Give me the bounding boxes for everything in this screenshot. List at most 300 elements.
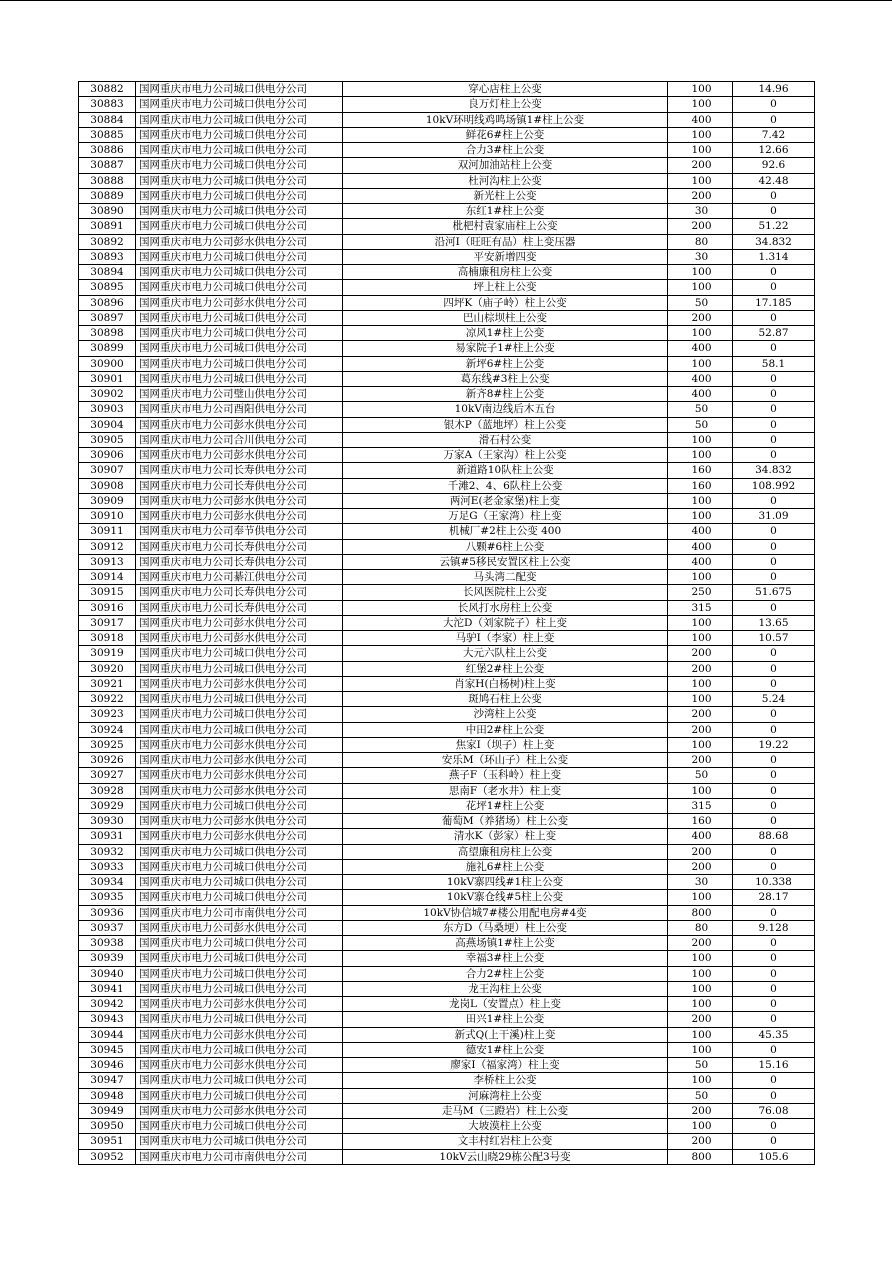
station-name-cell: 高望廉租房柱上公变 bbox=[343, 844, 668, 859]
table-row bbox=[79, 859, 815, 874]
capacity-cell: 160 bbox=[668, 478, 733, 493]
load-value-cell: 0 bbox=[733, 722, 815, 737]
load-value-cell: 0 bbox=[733, 432, 815, 447]
table-row bbox=[79, 387, 815, 402]
load-value-cell: 0 bbox=[733, 387, 815, 402]
load-value-cell: 0 bbox=[733, 600, 815, 615]
station-name-cell: 幸福3#柱上公变 bbox=[343, 951, 668, 966]
company-cell: 国网重庆市电力公司市南供电分公司 bbox=[136, 905, 343, 920]
load-value-cell: 0 bbox=[733, 844, 815, 859]
station-name-cell: 走马M（三蹬岩）柱上公变 bbox=[343, 1103, 668, 1118]
company-cell: 国网重庆市电力公司城口供电分公司 bbox=[136, 204, 343, 219]
station-name-cell: 机械厂#2柱上公变 400 bbox=[343, 524, 668, 539]
load-value-cell: 0 bbox=[733, 936, 815, 951]
company-cell: 国网重庆市电力公司市南供电分公司 bbox=[136, 1149, 343, 1164]
load-value-cell: 0 bbox=[733, 859, 815, 874]
capacity-cell: 160 bbox=[668, 814, 733, 829]
capacity-cell: 100 bbox=[668, 570, 733, 585]
table-row bbox=[79, 1149, 815, 1164]
table-row bbox=[79, 676, 815, 691]
table-row bbox=[79, 1103, 815, 1118]
company-cell: 国网重庆市电力公司彭水供电分公司 bbox=[136, 920, 343, 935]
company-cell: 国网重庆市电力公司綦江供电分公司 bbox=[136, 570, 343, 585]
table-row bbox=[79, 432, 815, 447]
load-value-cell: 0 bbox=[733, 1088, 815, 1103]
capacity-cell: 400 bbox=[668, 341, 733, 356]
company-cell: 国网重庆市电力公司彭水供电分公司 bbox=[136, 997, 343, 1012]
station-name-cell: 新齐8#柱上公变 bbox=[343, 387, 668, 402]
load-value-cell: 0 bbox=[733, 981, 815, 996]
table-row bbox=[79, 219, 815, 234]
company-cell: 国网重庆市电力公司城口供电分公司 bbox=[136, 1088, 343, 1103]
load-value-cell: 14.96 bbox=[733, 82, 815, 97]
load-value-cell: 5.24 bbox=[733, 692, 815, 707]
row-id-cell: 30943 bbox=[79, 1012, 136, 1027]
row-id-cell: 30884 bbox=[79, 112, 136, 127]
load-value-cell: 42.48 bbox=[733, 173, 815, 188]
load-value-cell: 31.09 bbox=[733, 509, 815, 524]
station-name-cell: 中田2#柱上公变 bbox=[343, 722, 668, 737]
load-value-cell: 51.22 bbox=[733, 219, 815, 234]
capacity-cell: 100 bbox=[668, 783, 733, 798]
company-cell: 国网重庆市电力公司城口供电分公司 bbox=[136, 97, 343, 112]
company-cell: 国网重庆市电力公司城口供电分公司 bbox=[136, 219, 343, 234]
table-row bbox=[79, 951, 815, 966]
load-value-cell: 0 bbox=[733, 204, 815, 219]
table-row bbox=[79, 280, 815, 295]
table-row bbox=[79, 127, 815, 142]
capacity-cell: 400 bbox=[668, 554, 733, 569]
table-row bbox=[79, 570, 815, 585]
load-value-cell: 0 bbox=[733, 493, 815, 508]
table-row bbox=[79, 981, 815, 996]
capacity-cell: 50 bbox=[668, 402, 733, 417]
load-value-cell: 0 bbox=[733, 97, 815, 112]
table-body bbox=[79, 82, 815, 1165]
capacity-cell: 200 bbox=[668, 1012, 733, 1027]
station-name-cell: 万家A（王家沟）柱上公变 bbox=[343, 448, 668, 463]
load-value-cell: 0 bbox=[733, 554, 815, 569]
row-id-cell: 30890 bbox=[79, 204, 136, 219]
row-id-cell: 30950 bbox=[79, 1119, 136, 1134]
row-id-cell: 30896 bbox=[79, 295, 136, 310]
load-value-cell: 0 bbox=[733, 1073, 815, 1088]
capacity-cell: 250 bbox=[668, 585, 733, 600]
company-cell: 国网重庆市电力公司城口供电分公司 bbox=[136, 356, 343, 371]
load-value-cell: 1.314 bbox=[733, 249, 815, 264]
load-value-cell: 28.17 bbox=[733, 890, 815, 905]
table-row bbox=[79, 402, 815, 417]
capacity-cell: 30 bbox=[668, 875, 733, 890]
load-value-cell: 0 bbox=[733, 661, 815, 676]
station-name-cell: 安乐M（环山子）柱上公变 bbox=[343, 753, 668, 768]
load-value-cell: 0 bbox=[733, 1012, 815, 1027]
row-id-cell: 30898 bbox=[79, 326, 136, 341]
capacity-cell: 100 bbox=[668, 1119, 733, 1134]
table-row bbox=[79, 737, 815, 752]
company-cell: 国网重庆市电力公司彭水供电分公司 bbox=[136, 676, 343, 691]
company-cell: 国网重庆市电力公司彭水供电分公司 bbox=[136, 829, 343, 844]
row-id-cell: 30944 bbox=[79, 1027, 136, 1042]
company-cell: 国网重庆市电力公司彭水供电分公司 bbox=[136, 234, 343, 249]
capacity-cell: 200 bbox=[668, 310, 733, 325]
company-cell: 国网重庆市电力公司城口供电分公司 bbox=[136, 875, 343, 890]
company-cell: 国网重庆市电力公司城口供电分公司 bbox=[136, 890, 343, 905]
station-name-cell: 10kV协信城7#楼公用配电房#4变 bbox=[343, 905, 668, 920]
company-cell: 国网重庆市电力公司城口供电分公司 bbox=[136, 158, 343, 173]
row-id-cell: 30931 bbox=[79, 829, 136, 844]
station-name-cell: 双河加油站柱上公变 bbox=[343, 158, 668, 173]
company-cell: 国网重庆市电力公司彭水供电分公司 bbox=[136, 631, 343, 646]
row-id-cell: 30893 bbox=[79, 249, 136, 264]
station-name-cell: 新道路10队柱上公变 bbox=[343, 463, 668, 478]
table-row bbox=[79, 204, 815, 219]
station-name-cell: 新坪6#柱上公变 bbox=[343, 356, 668, 371]
row-id-cell: 30911 bbox=[79, 524, 136, 539]
row-id-cell: 30914 bbox=[79, 570, 136, 585]
company-cell: 国网重庆市电力公司城口供电分公司 bbox=[136, 844, 343, 859]
table-row bbox=[79, 356, 815, 371]
transformer-data-table bbox=[78, 81, 815, 1165]
row-id-cell: 30895 bbox=[79, 280, 136, 295]
capacity-cell: 800 bbox=[668, 1149, 733, 1164]
company-cell: 国网重庆市电力公司城口供电分公司 bbox=[136, 310, 343, 325]
station-name-cell: 大坡漠柱上公变 bbox=[343, 1119, 668, 1134]
company-cell: 国网重庆市电力公司城口供电分公司 bbox=[136, 707, 343, 722]
table-row bbox=[79, 554, 815, 569]
company-cell: 国网重庆市电力公司城口供电分公司 bbox=[136, 280, 343, 295]
station-name-cell: 大元六队柱上公变 bbox=[343, 646, 668, 661]
load-value-cell: 0 bbox=[733, 966, 815, 981]
company-cell: 国网重庆市电力公司长寿供电分公司 bbox=[136, 539, 343, 554]
row-id-cell: 30901 bbox=[79, 371, 136, 386]
capacity-cell: 100 bbox=[668, 326, 733, 341]
load-value-cell: 19.22 bbox=[733, 737, 815, 752]
row-id-cell: 30929 bbox=[79, 798, 136, 813]
row-id-cell: 30928 bbox=[79, 783, 136, 798]
row-id-cell: 30951 bbox=[79, 1134, 136, 1149]
station-name-cell: 葛东线#3柱上公变 bbox=[343, 371, 668, 386]
station-name-cell: 马驴I（李家）柱上变 bbox=[343, 631, 668, 646]
station-name-cell: 肖家H(白杨树)柱上变 bbox=[343, 676, 668, 691]
load-value-cell: 15.16 bbox=[733, 1058, 815, 1073]
table-row bbox=[79, 112, 815, 127]
capacity-cell: 30 bbox=[668, 249, 733, 264]
table-row bbox=[79, 158, 815, 173]
company-cell: 国网重庆市电力公司城口供电分公司 bbox=[136, 936, 343, 951]
row-id-cell: 30930 bbox=[79, 814, 136, 829]
station-name-cell: 斑鸠石柱上公变 bbox=[343, 692, 668, 707]
company-cell: 国网重庆市电力公司城口供电分公司 bbox=[136, 249, 343, 264]
station-name-cell: 龙王沟柱上公变 bbox=[343, 981, 668, 996]
table-row bbox=[79, 615, 815, 630]
company-cell: 国网重庆市电力公司城口供电分公司 bbox=[136, 326, 343, 341]
row-id-cell: 30932 bbox=[79, 844, 136, 859]
company-cell: 国网重庆市电力公司长寿供电分公司 bbox=[136, 585, 343, 600]
station-name-cell: 廖家I（福家湾）柱上变 bbox=[343, 1058, 668, 1073]
capacity-cell: 100 bbox=[668, 127, 733, 142]
capacity-cell: 100 bbox=[668, 493, 733, 508]
table-row bbox=[79, 417, 815, 432]
row-id-cell: 30949 bbox=[79, 1103, 136, 1118]
load-value-cell: 0 bbox=[733, 524, 815, 539]
company-cell: 国网重庆市电力公司彭水供电分公司 bbox=[136, 509, 343, 524]
row-id-cell: 30926 bbox=[79, 753, 136, 768]
capacity-cell: 200 bbox=[668, 646, 733, 661]
station-name-cell: 葡萄M（养猪场）柱上公变 bbox=[343, 814, 668, 829]
table-row bbox=[79, 798, 815, 813]
row-id-cell: 30917 bbox=[79, 615, 136, 630]
company-cell: 国网重庆市电力公司彭水供电分公司 bbox=[136, 615, 343, 630]
station-name-cell: 龙岗L（安置点）柱上变 bbox=[343, 997, 668, 1012]
station-name-cell: 河麻湾柱上公变 bbox=[343, 1088, 668, 1103]
table-row bbox=[79, 631, 815, 646]
load-value-cell: 88.68 bbox=[733, 829, 815, 844]
table-row bbox=[79, 463, 815, 478]
station-name-cell: 东红1#柱上公变 bbox=[343, 204, 668, 219]
load-value-cell: 0 bbox=[733, 783, 815, 798]
company-cell: 国网重庆市电力公司城口供电分公司 bbox=[136, 859, 343, 874]
station-name-cell: 文丰村红岩柱上公变 bbox=[343, 1134, 668, 1149]
company-cell: 国网重庆市电力公司城口供电分公司 bbox=[136, 966, 343, 981]
company-cell: 国网重庆市电力公司城口供电分公司 bbox=[136, 1119, 343, 1134]
load-value-cell: 0 bbox=[733, 646, 815, 661]
capacity-cell: 400 bbox=[668, 539, 733, 554]
load-value-cell: 0 bbox=[733, 1134, 815, 1149]
load-value-cell: 0 bbox=[733, 265, 815, 280]
station-name-cell: 新光柱上公变 bbox=[343, 188, 668, 203]
row-id-cell: 30882 bbox=[79, 82, 136, 97]
load-value-cell: 0 bbox=[733, 188, 815, 203]
company-cell: 国网重庆市电力公司彭水供电分公司 bbox=[136, 1027, 343, 1042]
station-name-cell: 燕子F（玉科岭）柱上变 bbox=[343, 768, 668, 783]
load-value-cell: 13.65 bbox=[733, 615, 815, 630]
load-value-cell: 45.35 bbox=[733, 1027, 815, 1042]
row-id-cell: 30885 bbox=[79, 127, 136, 142]
capacity-cell: 200 bbox=[668, 936, 733, 951]
station-name-cell: 田兴1#柱上公变 bbox=[343, 1012, 668, 1027]
company-cell: 国网重庆市电力公司城口供电分公司 bbox=[136, 112, 343, 127]
company-cell: 国网重庆市电力公司彭水供电分公司 bbox=[136, 1103, 343, 1118]
table-row bbox=[79, 1012, 815, 1027]
load-value-cell: 10.57 bbox=[733, 631, 815, 646]
table-row bbox=[79, 936, 815, 951]
company-cell: 国网重庆市电力公司长寿供电分公司 bbox=[136, 554, 343, 569]
company-cell: 国网重庆市电力公司城口供电分公司 bbox=[136, 173, 343, 188]
row-id-cell: 30924 bbox=[79, 722, 136, 737]
station-name-cell: 长风打水房柱上公变 bbox=[343, 600, 668, 615]
station-name-cell: 两河E(老金家堡)柱上变 bbox=[343, 493, 668, 508]
table-row bbox=[79, 341, 815, 356]
station-name-cell: 合力2#柱上公变 bbox=[343, 966, 668, 981]
row-id-cell: 30948 bbox=[79, 1088, 136, 1103]
row-id-cell: 30933 bbox=[79, 859, 136, 874]
load-value-cell: 34.832 bbox=[733, 234, 815, 249]
capacity-cell: 100 bbox=[668, 432, 733, 447]
station-name-cell: 合力3#柱上公变 bbox=[343, 143, 668, 158]
row-id-cell: 30904 bbox=[79, 417, 136, 432]
capacity-cell: 50 bbox=[668, 417, 733, 432]
load-value-cell: 0 bbox=[733, 951, 815, 966]
row-id-cell: 30946 bbox=[79, 1058, 136, 1073]
table-row bbox=[79, 326, 815, 341]
row-id-cell: 30923 bbox=[79, 707, 136, 722]
table-row bbox=[79, 753, 815, 768]
load-value-cell: 0 bbox=[733, 798, 815, 813]
station-name-cell: 大沱D（刘家院子）柱上变 bbox=[343, 615, 668, 630]
load-value-cell: 0 bbox=[733, 280, 815, 295]
table-row bbox=[79, 493, 815, 508]
load-value-cell: 0 bbox=[733, 905, 815, 920]
row-id-cell: 30938 bbox=[79, 936, 136, 951]
load-value-cell: 0 bbox=[733, 1042, 815, 1057]
company-cell: 国网重庆市电力公司长寿供电分公司 bbox=[136, 478, 343, 493]
table-row bbox=[79, 82, 815, 97]
capacity-cell: 200 bbox=[668, 707, 733, 722]
load-value-cell: 0 bbox=[733, 371, 815, 386]
load-value-cell: 108.992 bbox=[733, 478, 815, 493]
company-cell: 国网重庆市电力公司璧山供电分公司 bbox=[136, 387, 343, 402]
table-row bbox=[79, 173, 815, 188]
station-name-cell: 高燕场镇1#柱上公变 bbox=[343, 936, 668, 951]
load-value-cell: 0 bbox=[733, 448, 815, 463]
load-value-cell: 12.66 bbox=[733, 143, 815, 158]
table-row bbox=[79, 1119, 815, 1134]
capacity-cell: 100 bbox=[668, 356, 733, 371]
table-row bbox=[79, 600, 815, 615]
station-name-cell: 八颗#6柱上公变 bbox=[343, 539, 668, 554]
company-cell: 国网重庆市电力公司城口供电分公司 bbox=[136, 371, 343, 386]
load-value-cell: 0 bbox=[733, 417, 815, 432]
load-value-cell: 0 bbox=[733, 112, 815, 127]
capacity-cell: 200 bbox=[668, 1134, 733, 1149]
row-id-cell: 30905 bbox=[79, 432, 136, 447]
capacity-cell: 315 bbox=[668, 798, 733, 813]
capacity-cell: 200 bbox=[668, 753, 733, 768]
company-cell: 国网重庆市电力公司彭水供电分公司 bbox=[136, 295, 343, 310]
table-row bbox=[79, 646, 815, 661]
station-name-cell: 施礼6#柱上公变 bbox=[343, 859, 668, 874]
row-id-cell: 30919 bbox=[79, 646, 136, 661]
table-row bbox=[79, 707, 815, 722]
table-row bbox=[79, 966, 815, 981]
row-id-cell: 30883 bbox=[79, 97, 136, 112]
capacity-cell: 100 bbox=[668, 1042, 733, 1057]
table-row bbox=[79, 920, 815, 935]
capacity-cell: 80 bbox=[668, 234, 733, 249]
company-cell: 国网重庆市电力公司彭水供电分公司 bbox=[136, 783, 343, 798]
company-cell: 国网重庆市电力公司城口供电分公司 bbox=[136, 951, 343, 966]
station-name-cell: 鲜花6#柱上公变 bbox=[343, 127, 668, 142]
station-name-cell: 马头湾二配变 bbox=[343, 570, 668, 585]
station-name-cell: 沿河I（旺旺有品）柱上变压器 bbox=[343, 234, 668, 249]
company-cell: 国网重庆市电力公司城口供电分公司 bbox=[136, 82, 343, 97]
company-cell: 国网重庆市电力公司彭水供电分公司 bbox=[136, 1058, 343, 1073]
company-cell: 国网重庆市电力公司奉节供电分公司 bbox=[136, 524, 343, 539]
capacity-cell: 100 bbox=[668, 737, 733, 752]
capacity-cell: 80 bbox=[668, 920, 733, 935]
load-value-cell: 52.87 bbox=[733, 326, 815, 341]
row-id-cell: 30937 bbox=[79, 920, 136, 935]
table-row bbox=[79, 448, 815, 463]
load-value-cell: 92.6 bbox=[733, 158, 815, 173]
row-id-cell: 30900 bbox=[79, 356, 136, 371]
station-name-cell: 穿心店柱上公变 bbox=[343, 82, 668, 97]
table-row bbox=[79, 234, 815, 249]
capacity-cell: 50 bbox=[668, 1088, 733, 1103]
load-value-cell: 0 bbox=[733, 676, 815, 691]
capacity-cell: 50 bbox=[668, 1058, 733, 1073]
table-row bbox=[79, 143, 815, 158]
company-cell: 国网重庆市电力公司彭水供电分公司 bbox=[136, 493, 343, 508]
table-row bbox=[79, 905, 815, 920]
company-cell: 国网重庆市电力公司彭水供电分公司 bbox=[136, 814, 343, 829]
capacity-cell: 200 bbox=[668, 1103, 733, 1118]
station-name-cell: 花坪1#柱上公变 bbox=[343, 798, 668, 813]
company-cell: 国网重庆市电力公司城口供电分公司 bbox=[136, 1012, 343, 1027]
load-value-cell: 0 bbox=[733, 997, 815, 1012]
row-id-cell: 30899 bbox=[79, 341, 136, 356]
row-id-cell: 30952 bbox=[79, 1149, 136, 1164]
station-name-cell: 凉风1#柱上公变 bbox=[343, 326, 668, 341]
company-cell: 国网重庆市电力公司城口供电分公司 bbox=[136, 127, 343, 142]
company-cell: 国网重庆市电力公司城口供电分公司 bbox=[136, 661, 343, 676]
table-row bbox=[79, 478, 815, 493]
station-name-cell: 千滩2、4、6队柱上公变 bbox=[343, 478, 668, 493]
load-value-cell: 0 bbox=[733, 570, 815, 585]
table-row bbox=[79, 249, 815, 264]
table-row bbox=[79, 890, 815, 905]
company-cell: 国网重庆市电力公司合川供电分公司 bbox=[136, 432, 343, 447]
company-cell: 国网重庆市电力公司城口供电分公司 bbox=[136, 341, 343, 356]
table-row bbox=[79, 722, 815, 737]
load-value-cell: 0 bbox=[733, 341, 815, 356]
row-id-cell: 30912 bbox=[79, 539, 136, 554]
load-value-cell: 9.128 bbox=[733, 920, 815, 935]
company-cell: 国网重庆市电力公司长寿供电分公司 bbox=[136, 463, 343, 478]
station-name-cell: 10kV云山晓29栋公配3号变 bbox=[343, 1149, 668, 1164]
company-cell: 国网重庆市电力公司彭水供电分公司 bbox=[136, 768, 343, 783]
row-id-cell: 30891 bbox=[79, 219, 136, 234]
station-name-cell: 万足G（王家湾）柱上变 bbox=[343, 509, 668, 524]
station-name-cell: 10kV环明线鸡鸣场镇1#柱上公变 bbox=[343, 112, 668, 127]
company-cell: 国网重庆市电力公司城口供电分公司 bbox=[136, 1134, 343, 1149]
station-name-cell: 红堡2#柱上公变 bbox=[343, 661, 668, 676]
capacity-cell: 100 bbox=[668, 265, 733, 280]
table-row bbox=[79, 661, 815, 676]
table-row bbox=[79, 295, 815, 310]
company-cell: 国网重庆市电力公司城口供电分公司 bbox=[136, 798, 343, 813]
capacity-cell: 100 bbox=[668, 692, 733, 707]
capacity-cell: 100 bbox=[668, 951, 733, 966]
company-cell: 国网重庆市电力公司彭水供电分公司 bbox=[136, 737, 343, 752]
table-row bbox=[79, 768, 815, 783]
load-value-cell: 0 bbox=[733, 814, 815, 829]
capacity-cell: 160 bbox=[668, 463, 733, 478]
load-value-cell: 105.6 bbox=[733, 1149, 815, 1164]
capacity-cell: 100 bbox=[668, 97, 733, 112]
load-value-cell: 0 bbox=[733, 753, 815, 768]
table-row bbox=[79, 1042, 815, 1057]
row-id-cell: 30887 bbox=[79, 158, 136, 173]
row-id-cell: 30906 bbox=[79, 448, 136, 463]
capacity-cell: 50 bbox=[668, 295, 733, 310]
company-cell: 国网重庆市电力公司城口供电分公司 bbox=[136, 646, 343, 661]
row-id-cell: 30945 bbox=[79, 1042, 136, 1057]
row-id-cell: 30940 bbox=[79, 966, 136, 981]
table-row bbox=[79, 875, 815, 890]
company-cell: 国网重庆市电力公司长寿供电分公司 bbox=[136, 600, 343, 615]
